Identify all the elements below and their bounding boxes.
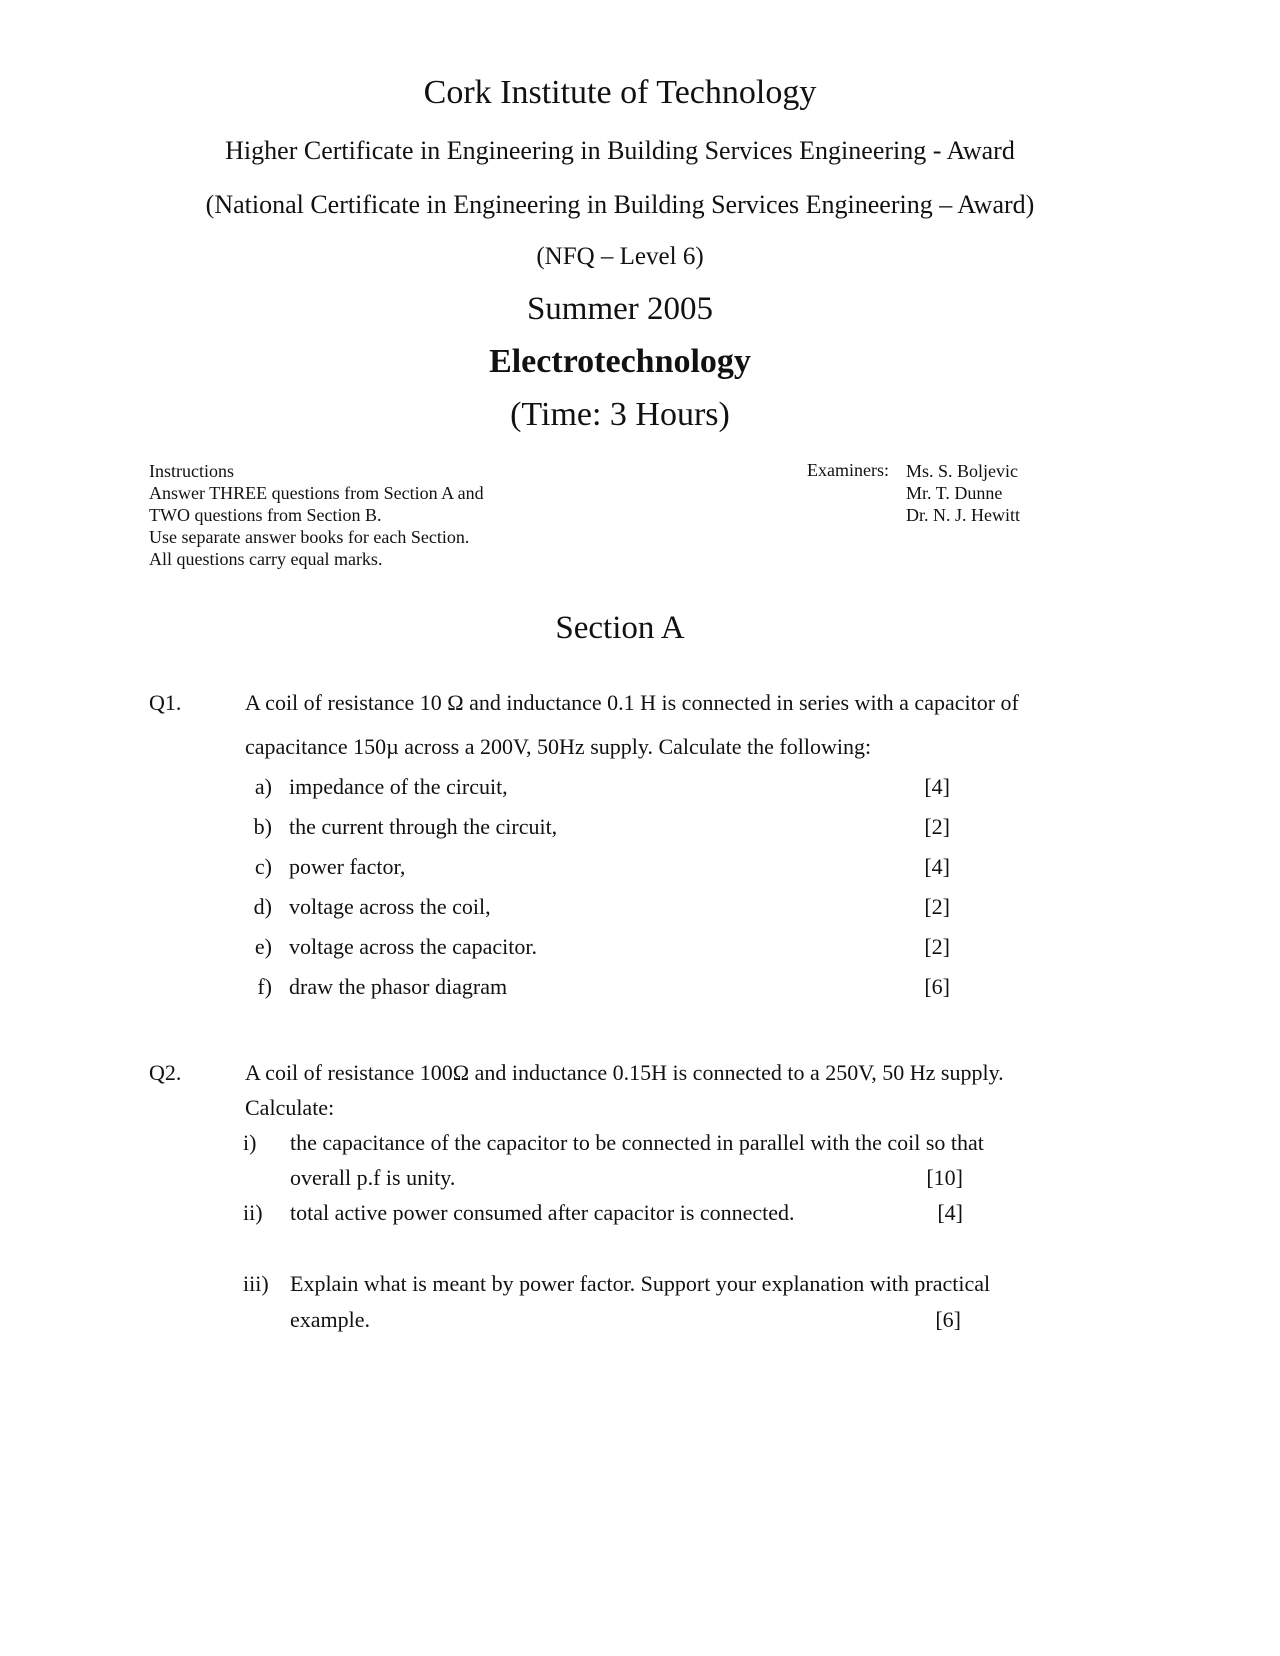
q2-part-marks: [10] [926, 1165, 963, 1190]
instructions-block [149, 460, 484, 570]
q1-part-text: draw the phasor diagram [289, 974, 508, 999]
exam-session: Summer 2005 [526, 291, 714, 327]
programme-line-1: Higher Certificate in Engineering in Building Services Engineering - Award [225, 136, 1015, 165]
instruction-line: All questions carry equal marks. [149, 549, 383, 569]
examiners-label: Examiners: [807, 460, 889, 480]
examiner-name: Dr. N. J. Hewitt [906, 505, 1020, 525]
examiner-name: Ms. S. Boljevic [906, 461, 1019, 481]
q2-part-marks: [6] [935, 1307, 961, 1332]
q1-part-text: power factor, [289, 854, 406, 879]
examiners-list [906, 460, 1020, 526]
q2-part-marks: [4] [937, 1200, 963, 1225]
q1-part-text: impedance of the circuit, [289, 774, 508, 799]
q2-part-label: ii) [243, 1200, 263, 1225]
exam-duration: (Time: 3 Hours) [510, 396, 730, 433]
instruction-line: TWO questions from Section B. [149, 505, 382, 525]
q2-text-line-1: A coil of resistance 100Ω and inductance 0.15H is connected to a 250V, 50 Hz supply. [245, 1060, 1004, 1085]
instruction-line: Use separate answer books for each Section. [149, 527, 470, 547]
q2-part-label: i) [243, 1130, 257, 1155]
q2-part-text-line-2: overall p.f is unity. [290, 1165, 456, 1190]
q1-part-label: a) [254, 774, 272, 799]
q1-number: Q1. [149, 690, 182, 715]
q2-part-text-line-1: the capacitance of the capacitor to be connected in parallel with the coil so that [290, 1130, 984, 1155]
q1-part-marks: [4] [924, 774, 950, 799]
nfq-level: (NFQ – Level 6) [536, 243, 704, 270]
subject-title: Electrotechnology [489, 343, 751, 380]
q1-part-marks: [2] [924, 894, 950, 919]
section-title: Section A [555, 610, 685, 646]
q1-part-label: b) [253, 814, 272, 839]
q2-part-text-line-1: Explain what is meant by power factor. Support your explanation with practical [290, 1271, 991, 1296]
q1-part-marks: [2] [924, 934, 950, 959]
q2-text-line-2: Calculate: [245, 1095, 335, 1120]
q2-part-text-line-2: example. [290, 1307, 371, 1332]
instructions-heading: Instructions [149, 461, 234, 481]
instruction-line: Answer THREE questions from Section A and [149, 483, 484, 503]
q1-part-label: d) [253, 894, 272, 919]
q1-part-text: voltage across the capacitor. [289, 934, 538, 959]
q1-part-label: e) [254, 934, 272, 959]
q1-text-line-1: A coil of resistance 10 Ω and inductance 0.1 H is connected in series with a capacitor of [245, 690, 1019, 715]
q1-part-marks: [4] [924, 854, 950, 879]
examiner-name: Mr. T. Dunne [906, 483, 1003, 503]
q2-part-label: iii) [243, 1271, 269, 1296]
q2-part-text-line-1: total active power consumed after capacitor is connected. [290, 1200, 795, 1225]
q1-part-marks: [2] [924, 814, 950, 839]
institution-title: Cork Institute of Technology [423, 74, 817, 111]
q1-part-label: f) [257, 974, 272, 999]
q1-part-marks: [6] [924, 974, 950, 999]
programme-line-2: (National Certificate in Engineering in Building Services Engineering – Award) [205, 190, 1035, 219]
q1-text-line-2: capacitance 150µ across a 200V, 50Hz supply. Calculate the following: [245, 734, 872, 759]
q1-part-text: voltage across the coil, [289, 894, 491, 919]
q1-part-label: c) [254, 854, 272, 879]
q2-number: Q2. [149, 1060, 182, 1085]
q1-part-text: the current through the circuit, [289, 814, 558, 839]
